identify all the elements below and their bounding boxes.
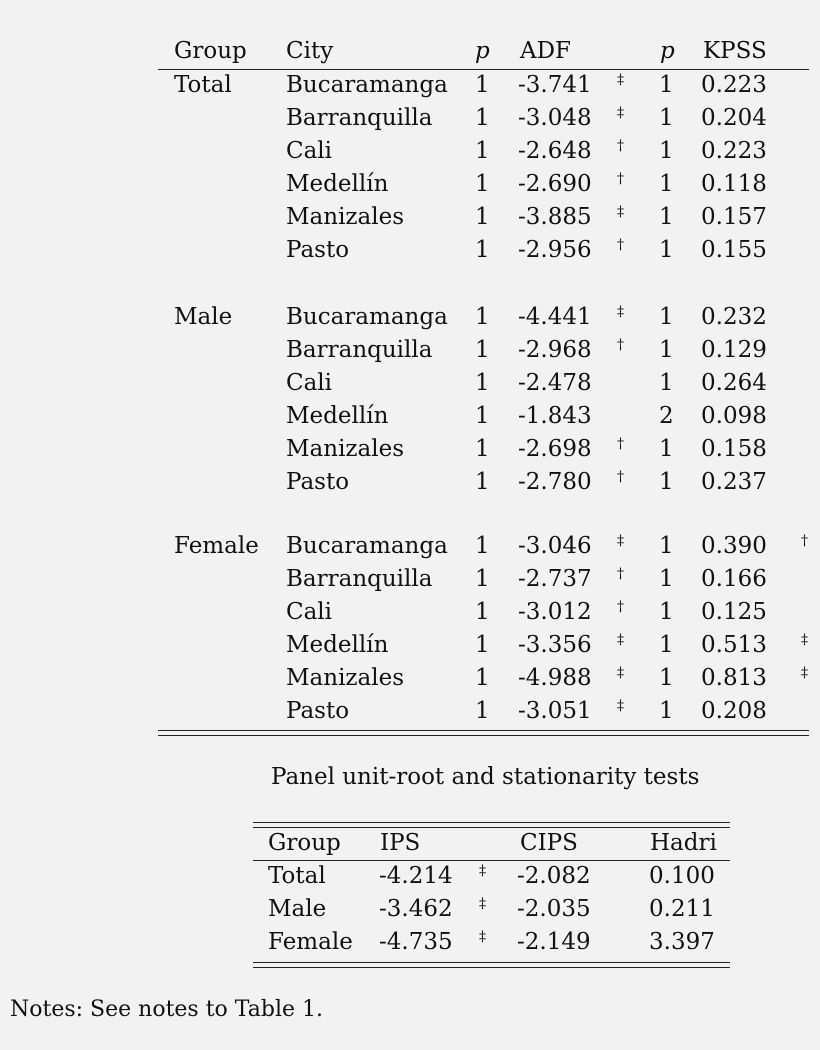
ips-cell: -4.735 (379, 929, 453, 955)
kpss-cell: 0.390 (701, 533, 767, 559)
kpss-significance-mark: † (801, 533, 808, 549)
city-cell: Bucaramanga (286, 72, 448, 98)
p-adf-cell: 1 (475, 403, 490, 429)
kpss-cell: 0.513 (701, 632, 767, 658)
p-adf-cell: 1 (475, 698, 490, 724)
p-adf-cell: 1 (475, 632, 490, 658)
p-kpss-cell: 1 (659, 237, 674, 263)
kpss-cell: 0.813 (701, 665, 767, 691)
adf-significance-mark: † (617, 171, 624, 187)
p-kpss-cell: 1 (659, 566, 674, 592)
header-p-kpss: p (660, 38, 675, 64)
panel-header-cips: CIPS (520, 830, 578, 856)
p-adf-cell: 1 (475, 566, 490, 592)
city-cell: Pasto (286, 469, 350, 495)
adf-significance-mark: † (617, 566, 624, 582)
kpss-cell: 0.125 (701, 599, 767, 625)
city-cell: Medellín (286, 403, 389, 429)
adf-cell: -4.441 (518, 304, 592, 330)
ips-significance-mark: ‡ (479, 863, 486, 879)
adf-cell: -3.048 (518, 105, 592, 131)
p-adf-cell: 1 (475, 171, 490, 197)
city-cell: Barranquilla (286, 337, 433, 363)
panel-header-rule (253, 860, 730, 861)
p-adf-cell: 1 (475, 533, 490, 559)
adf-cell: -2.648 (518, 138, 592, 164)
cips-cell: -2.149 (517, 929, 591, 955)
header-rule (158, 69, 809, 70)
p-adf-cell: 1 (475, 436, 490, 462)
panel-group-cell: Male (268, 896, 327, 922)
p-kpss-cell: 1 (659, 204, 674, 230)
adf-cell: -2.698 (518, 436, 592, 462)
p-adf-cell: 1 (475, 469, 490, 495)
main-table-bottom-rule-2 (158, 735, 809, 736)
hadri-cell: 0.211 (649, 896, 715, 922)
hadri-cell: 0.100 (649, 863, 715, 889)
city-cell: Cali (286, 599, 333, 625)
p-kpss-cell: 1 (659, 632, 674, 658)
panel-table-top-rule-1 (253, 822, 730, 823)
panel-table-bottom-rule-1 (253, 962, 730, 963)
kpss-significance-mark: ‡ (801, 665, 808, 681)
kpss-cell: 0.166 (701, 566, 767, 592)
adf-significance-mark: † (617, 599, 624, 615)
header-group: Group (174, 38, 247, 64)
adf-significance-mark: † (617, 337, 624, 353)
city-cell: Barranquilla (286, 566, 433, 592)
header-adf: ADF (520, 38, 572, 64)
adf-cell: -2.690 (518, 171, 592, 197)
city-cell: Cali (286, 370, 333, 396)
adf-cell: -1.843 (518, 403, 592, 429)
kpss-cell: 0.118 (701, 171, 767, 197)
panel-group-cell: Total (268, 863, 326, 889)
p-kpss-cell: 1 (659, 698, 674, 724)
panel-table-top-rule-2 (253, 827, 730, 828)
city-cell: Barranquilla (286, 105, 433, 131)
city-cell: Manizales (286, 204, 405, 230)
adf-significance-mark: ‡ (617, 665, 624, 681)
adf-cell: -4.988 (518, 665, 592, 691)
p-kpss-cell: 2 (659, 403, 674, 429)
p-kpss-cell: 1 (659, 138, 674, 164)
cips-cell: -2.082 (517, 863, 591, 889)
adf-significance-mark: ‡ (617, 632, 624, 648)
kpss-cell: 0.223 (701, 72, 767, 98)
p-kpss-cell: 1 (659, 72, 674, 98)
adf-cell: -3.046 (518, 533, 592, 559)
cips-cell: -2.035 (517, 896, 591, 922)
p-adf-cell: 1 (475, 665, 490, 691)
adf-significance-mark: ‡ (617, 304, 624, 320)
panel-caption: Panel unit-root and stationarity tests (271, 764, 700, 790)
hadri-cell: 3.397 (649, 929, 715, 955)
adf-significance-mark: † (617, 237, 624, 253)
adf-cell: -2.956 (518, 237, 592, 263)
main-table-bottom-rule-1 (158, 730, 809, 731)
group-label-female: Female (174, 533, 259, 559)
kpss-cell: 0.098 (701, 403, 767, 429)
adf-cell: -2.780 (518, 469, 592, 495)
p-adf-cell: 1 (475, 237, 490, 263)
p-kpss-cell: 1 (659, 665, 674, 691)
city-cell: Bucaramanga (286, 304, 448, 330)
header-p-adf: p (475, 38, 490, 64)
p-adf-cell: 1 (475, 599, 490, 625)
panel-group-cell: Female (268, 929, 353, 955)
group-label-total: Total (174, 72, 232, 98)
adf-cell: -2.478 (518, 370, 592, 396)
adf-cell: -3.885 (518, 204, 592, 230)
ips-cell: -3.462 (379, 896, 453, 922)
p-kpss-cell: 1 (659, 533, 674, 559)
ips-significance-mark: ‡ (479, 929, 486, 945)
adf-cell: -3.741 (518, 72, 592, 98)
city-cell: Cali (286, 138, 333, 164)
panel-header-group: Group (268, 830, 341, 856)
adf-significance-mark: ‡ (617, 105, 624, 121)
kpss-cell: 0.155 (701, 237, 767, 263)
kpss-cell: 0.204 (701, 105, 767, 131)
city-cell: Bucaramanga (286, 533, 448, 559)
kpss-cell: 0.223 (701, 138, 767, 164)
city-cell: Manizales (286, 436, 405, 462)
p-kpss-cell: 1 (659, 469, 674, 495)
adf-cell: -3.012 (518, 599, 592, 625)
p-adf-cell: 1 (475, 337, 490, 363)
city-cell: Manizales (286, 665, 405, 691)
kpss-cell: 0.129 (701, 337, 767, 363)
adf-cell: -3.051 (518, 698, 592, 724)
kpss-cell: 0.158 (701, 436, 767, 462)
p-kpss-cell: 1 (659, 337, 674, 363)
adf-significance-mark: † (617, 138, 624, 154)
city-cell: Pasto (286, 698, 350, 724)
adf-cell: -3.356 (518, 632, 592, 658)
group-label-male: Male (174, 304, 233, 330)
city-cell: Medellín (286, 171, 389, 197)
kpss-cell: 0.264 (701, 370, 767, 396)
panel-header-ips: IPS (380, 830, 421, 856)
kpss-cell: 0.157 (701, 204, 767, 230)
header-kpss: KPSS (703, 38, 767, 64)
p-kpss-cell: 1 (659, 599, 674, 625)
panel-table-bottom-rule-2 (253, 967, 730, 968)
p-adf-cell: 1 (475, 138, 490, 164)
p-kpss-cell: 1 (659, 370, 674, 396)
table-notes: Notes: See notes to Table 1. (10, 997, 323, 1022)
p-kpss-cell: 1 (659, 105, 674, 131)
adf-significance-mark: ‡ (617, 204, 624, 220)
adf-significance-mark: ‡ (617, 698, 624, 714)
kpss-cell: 0.232 (701, 304, 767, 330)
p-kpss-cell: 1 (659, 304, 674, 330)
p-adf-cell: 1 (475, 204, 490, 230)
kpss-cell: 0.208 (701, 698, 767, 724)
kpss-significance-mark: ‡ (801, 632, 808, 648)
ips-significance-mark: ‡ (479, 896, 486, 912)
adf-cell: -2.737 (518, 566, 592, 592)
p-adf-cell: 1 (475, 370, 490, 396)
p-adf-cell: 1 (475, 304, 490, 330)
city-cell: Pasto (286, 237, 350, 263)
adf-cell: -2.968 (518, 337, 592, 363)
ips-cell: -4.214 (379, 863, 453, 889)
adf-significance-mark: † (617, 436, 624, 452)
adf-significance-mark: ‡ (617, 533, 624, 549)
city-cell: Medellín (286, 632, 389, 658)
p-adf-cell: 1 (475, 105, 490, 131)
panel-header-hadri: Hadri (650, 830, 717, 856)
p-kpss-cell: 1 (659, 436, 674, 462)
adf-significance-mark: ‡ (617, 72, 624, 88)
p-kpss-cell: 1 (659, 171, 674, 197)
p-adf-cell: 1 (475, 72, 490, 98)
kpss-cell: 0.237 (701, 469, 767, 495)
header-city: City (286, 38, 334, 64)
adf-significance-mark: † (617, 469, 624, 485)
